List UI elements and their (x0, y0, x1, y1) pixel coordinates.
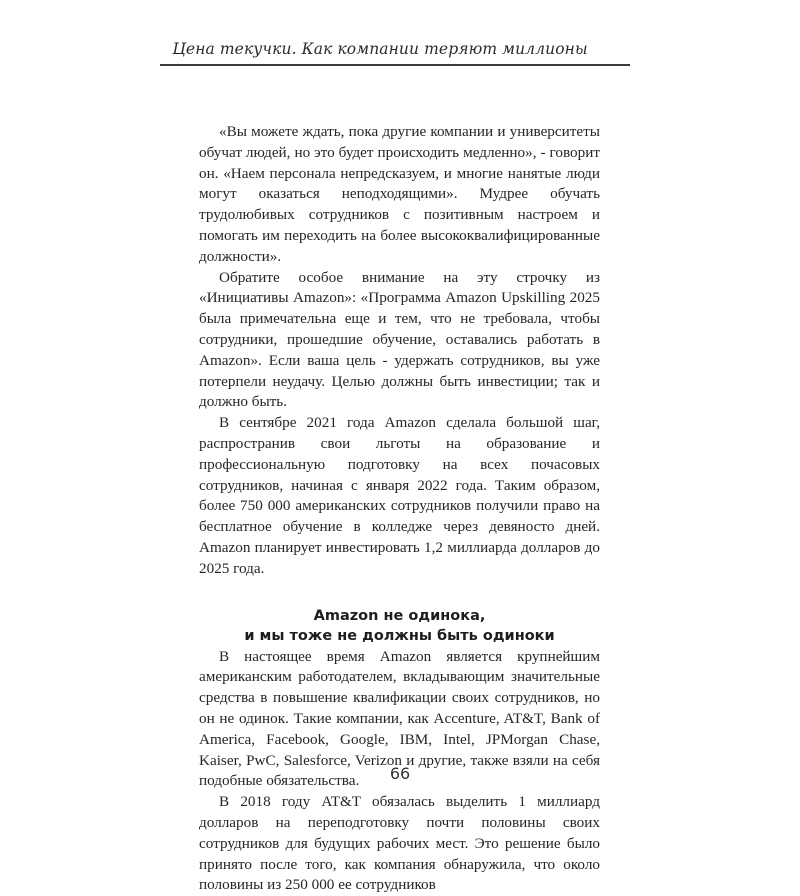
section-heading-line-1: Amazon не одинока, (313, 607, 486, 624)
paragraph: «Вы можете ждать, пока другие компании и университеты обучат людей, но это будет происходить медленно», - говорит он. «Наем персонала непредсказуем, и многие нанятые люди могут оказаться неподходящими». Мудрее обучать трудолюбивых сотрудников с позитивным настроем и помогать им переходить на более высококвалифицированные должности». (199, 123, 600, 265)
section-heading (199, 606, 600, 647)
running-head: Цена текучки. Как компании теряют миллионы (172, 40, 588, 58)
paragraph: В сентябре 2021 года Amazon сделала большой шаг, распространив свои льготы на образование и профессиональную подготовку на всех почасовых сотрудников, начиная с января 2022 года. Таким образом, более 750 000 американских сотрудников получили право на бесплатное обучение в колледже через девяносто дней. Amazon планирует инвестировать 1,2 миллиарда долларов до 2025 года. (199, 414, 600, 577)
header-rule (160, 64, 630, 66)
page-number: 66 (389, 764, 411, 783)
paragraph: В 2018 году AT&T обязалась выделить 1 миллиард долларов на переподготовку почти половины своих сотрудников для будущих рабочих мест. Это решение было принято после того, как компания обнаружила, что около половины из 250 000 ее сотрудников (199, 793, 600, 894)
paragraph: В настоящее время Amazon является крупнейшим американским работодателем, вкладывающим значительные средства в повышение квалификации своих сотрудников, но он не одинок. Такие компании, как Accenture, AT&T, Bank of America, Facebook, Google, IBM, Intel, JPMorgan Chase, Kaiser, PwC, Salesforce, Verizon и другие, также взяли на себя подобные обязательства. (199, 647, 600, 790)
section-heading-line-2: и мы тоже не должны быть одиноки (244, 628, 555, 645)
paragraph: Обратите особое внимание на эту строчку из «Инициативы Amazon»: «Программа Amazon Upskilling 2025 была примечательна еще и тем, что не требовала, чтобы сотрудники, прошедшие обучение, оставались работать в Amazon». Если ваша цель - удержать сотрудников, вы уже потерпели неудачу. Целью должны быть инвестиции; так и должно быть. (199, 268, 600, 411)
